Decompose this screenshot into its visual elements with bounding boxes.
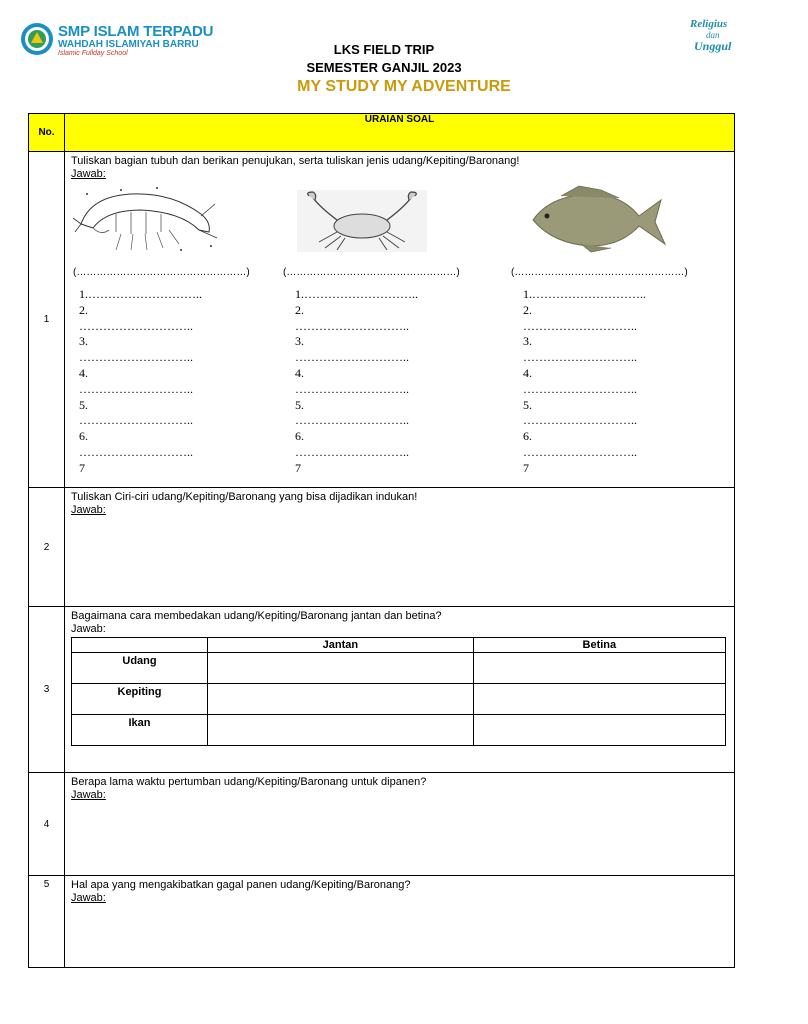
shrimp-diagram-image — [71, 184, 221, 256]
answer-list-fish: 1.……………………….. 2. ……………………….. 3. ……………………….. 4. ……………………….. 5. ……………………….. 6. ……………………….. 7 — [523, 287, 646, 475]
answer-cell-jantan[interactable] — [208, 715, 474, 746]
crab-image — [297, 190, 427, 252]
answer-cell-jantan[interactable] — [208, 653, 474, 684]
col-header-jantan: Jantan — [208, 638, 474, 653]
question-text: Bagaimana cara membedakan udang/Kepiting/Baronang jantan dan betina? — [71, 610, 442, 622]
name-blank-fish: (……………………………………………) — [511, 267, 688, 278]
row-label-udang: Udang — [72, 653, 208, 684]
col-header-betina: Betina — [473, 638, 725, 653]
doc-theme: MY STUDY MY ADVENTURE — [297, 78, 511, 95]
name-blank-shrimp: (……………………………………………) — [73, 267, 250, 278]
question-text: Tuliskan bagian tubuh dan berikan penujukan, serta tuliskan jenis udang/Kepiting/Baronang! — [71, 155, 520, 167]
question-row-2 — [29, 488, 735, 607]
comparison-row — [72, 715, 726, 746]
question-number: 2 — [29, 488, 65, 607]
fish-image — [531, 182, 671, 254]
question-text: Hal apa yang mengakibatkan gagal panen udang/Kepiting/Baronang? — [71, 879, 411, 891]
answer-label: Jawab: — [71, 168, 106, 180]
school-tagline: Islamic Fullday School — [58, 50, 128, 57]
answer-label-plain: Jawab: — [71, 623, 106, 635]
question-cell — [65, 488, 735, 607]
name-blank-crab: (……………………………………………) — [283, 267, 460, 278]
school-name-line2: WAHDAH ISLAMIYAH BARRU — [58, 39, 199, 50]
col-header-no: No. — [29, 114, 65, 152]
answer-label: Jawab: — [71, 789, 106, 801]
school-name-line1: SMP ISLAM TERPADU — [58, 23, 214, 40]
motto-line3: Unggul — [694, 39, 732, 53]
question-row-5 — [29, 876, 735, 968]
question-cell — [65, 607, 735, 773]
comparison-header-row — [72, 638, 726, 653]
row-label-ikan: Ikan — [72, 715, 208, 746]
answer-label: Jawab: — [71, 504, 106, 516]
question-cell — [65, 152, 735, 488]
comparison-table — [71, 637, 726, 746]
motto-line2: dan — [706, 30, 720, 40]
comparison-row — [72, 684, 726, 715]
question-number: 1 — [29, 152, 65, 488]
question-row-3 — [29, 607, 735, 773]
doc-subtitle: SEMESTER GANJIL 2023 — [306, 60, 462, 75]
motto-line1: Religius — [690, 18, 728, 30]
answer-label: Jawab: — [71, 892, 106, 904]
doc-title: LKS FIELD TRIP — [333, 42, 435, 57]
col-header-uraian: URAIAN SOAL — [65, 114, 735, 152]
question-row-4 — [29, 773, 735, 876]
question-row-1 — [29, 152, 735, 488]
question-number: 5 — [29, 876, 65, 968]
answer-cell-betina[interactable] — [473, 653, 725, 684]
answer-list-shrimp: 1.……………………….. 2. ……………………….. 3. ……………………….. 4. ……………………….. 5. ……………………….. 6. ……………………….. 7 — [79, 287, 202, 475]
answer-cell-jantan[interactable] — [208, 684, 474, 715]
question-cell — [65, 773, 735, 876]
table-header-row — [29, 114, 735, 152]
question-text: Berapa lama waktu pertumban udang/Kepiting/Baronang untuk dipanen? — [71, 776, 427, 788]
question-cell — [65, 876, 735, 968]
answer-cell-betina[interactable] — [473, 684, 725, 715]
question-text: Tuliskan Ciri-ciri udang/Kepiting/Baronang yang bisa dijadikan indukan! — [71, 491, 418, 503]
worksheet-table — [28, 113, 735, 968]
comparison-corner — [72, 638, 208, 653]
question-number: 3 — [29, 607, 65, 773]
answer-list-crab: 1.……………………….. 2. ……………………….. 3. ……………………….. 4. ……………………….. 5. ……………………….. 6. ……………………….. 7 — [295, 287, 418, 475]
row-label-kepiting: Kepiting — [72, 684, 208, 715]
answer-cell-betina[interactable] — [473, 715, 725, 746]
question-number: 4 — [29, 773, 65, 876]
comparison-row — [72, 653, 726, 684]
